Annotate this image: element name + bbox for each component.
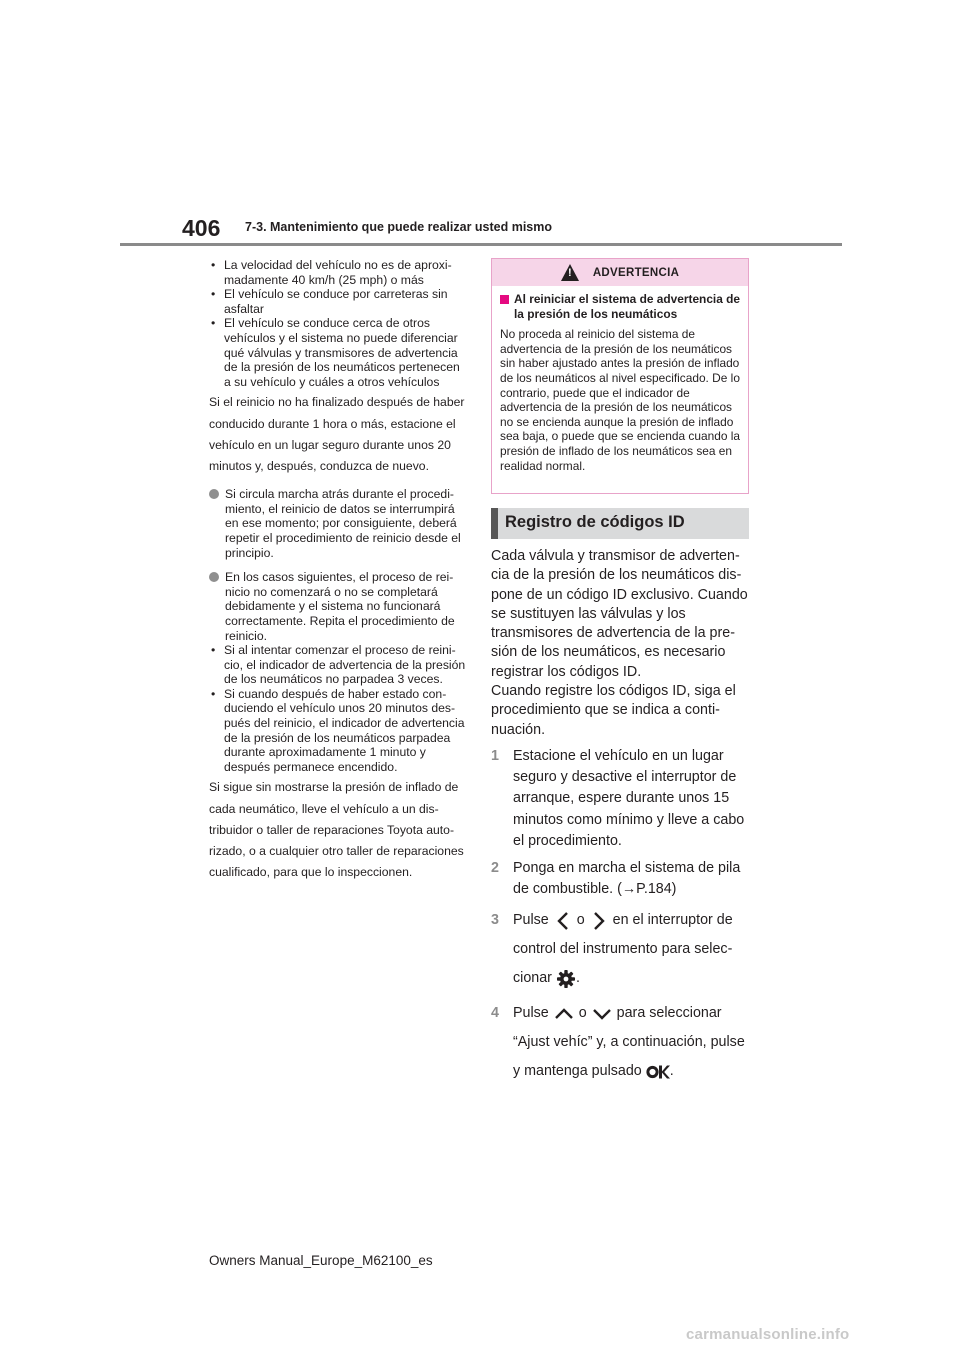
step-number: 3: [491, 912, 499, 929]
watermark: carmanualsonline.info: [686, 1326, 850, 1343]
circle-bullet-icon: [209, 572, 219, 582]
step-post: para seleccionar “Ajust vehíc” y, a continuación, pulse y mantenga pulsado: [513, 1005, 745, 1080]
section-heading: [491, 508, 749, 539]
warning-text: No proceda al reinicio del sistema de advertencia de la presión de los neumáticos sin haber ajustado antes la presión de inflado de los neumáticos al nivel especificado. De lo contrario, puede que el indicador de advertencia de la presión de los neumáticos no se encienda aunque la presión de inflado sea baja, o puede que se encienda cuando la presión de inflado de los neumáticos sea en realidad normal.: [500, 327, 740, 473]
right-column: [491, 547, 753, 1086]
warning-box: [491, 258, 749, 494]
list-item: • El vehículo se conduce por carreteras sin asfaltar: [209, 287, 467, 316]
list-item: • Si al intentar comenzar el proceso de reinicio, el indicador de advertencia de la presión de los neumáticos no parpadea 3 veces.: [209, 643, 467, 687]
heading-accent: [491, 508, 498, 539]
note-block: [209, 570, 467, 643]
section-heading-title: Registro de códigos ID: [505, 513, 685, 531]
note-text: Si circula marcha atrás durante el procedimiento, el reinicio de datos se interrumpirá en ese momento; por consiguiente, deberá repetir el procedimiento de reinicio desde el principio.: [225, 487, 461, 560]
step-post: en el interruptor de control del instrumento para seleccionar: [513, 912, 733, 987]
step-4: [491, 999, 753, 1086]
chevron-up-icon: [553, 1006, 575, 1022]
note-block: [209, 487, 467, 560]
paragraph: Cada válvula y transmisor de advertencia de la presión de los neumáticos dispone de un código ID exclusivo. Cuando se sustituyen las válvulas y los transmisores de advertencia de la presión de los neumáticos, es necesario registrar los códigos ID.: [491, 548, 748, 680]
warning-label: ADVERTENCIA: [592, 266, 680, 279]
paragraph: Si el reinicio no ha finalizado después de haber conducido durante 1 hora o más, estacione el vehículo en un lugar seguro durante unos 20 minutos y, después, conduzca de nuevo.: [209, 395, 465, 473]
paragraph: Cuando registre los códigos ID, siga el procedimiento que se indica a continuación.: [491, 683, 736, 738]
page-number: 406: [182, 215, 221, 241]
footer-manual-name: Owners Manual_Europe_M62100_es: [209, 1253, 433, 1268]
step-text: Ponga en marcha el sistema de pila de combustible. (→P.184): [513, 859, 741, 898]
square-bullet-icon: [500, 295, 509, 304]
warning-subhead-text: Al reiniciar el sistema de advertencia de la presión de los neumáticos: [514, 292, 741, 321]
section-title: 7-3. Mantenimiento que puede realizar usted mismo: [245, 220, 553, 234]
step-number: 1: [491, 747, 499, 764]
warning-body: [492, 286, 748, 473]
left-column: [209, 258, 467, 883]
step-1: [491, 746, 753, 852]
warning-icon: !: [561, 264, 579, 281]
step-pre: Pulse: [513, 912, 549, 929]
step-number: 4: [491, 1005, 499, 1022]
ok-button-icon: [646, 1064, 670, 1080]
list-item: • Si cuando después de haber estado conduciendo el vehículo unos 20 minutos después del reinicio, el indicador de advertencia de la presión de los neumáticos parpadea durante aproximadamente 1 minuto y después permanece encendido.: [209, 687, 467, 775]
step-end: .: [575, 970, 580, 987]
header-rule: [120, 243, 842, 246]
note-text: En los casos siguientes, el proceso de reinicio no comenzará o no se completará debidamente y el sistema no funcionará correctamente. Repita el procedimiento de reinicio.: [225, 570, 455, 643]
chevron-right-icon: [589, 910, 609, 932]
sub-list: [209, 643, 467, 774]
step-text: Estacione el vehículo en un lugar seguro y desactive el interruptor de arranque, espere durante unos 15 minutos como mínimo y lleve a cabo el procedimiento.: [513, 747, 745, 849]
chevron-down-icon: [591, 1006, 613, 1022]
step-pre: Pulse: [513, 1005, 549, 1022]
step-mid: o: [576, 912, 585, 929]
step-end: .: [669, 1063, 674, 1080]
list-item: • La velocidad del vehículo no es de aproximadamente 40 km/h (25 mph) o más: [209, 258, 467, 287]
step-number: 2: [491, 859, 499, 876]
chevron-left-icon: [553, 910, 573, 932]
step-2: [491, 858, 753, 900]
list-item: • El vehículo se conduce cerca de otros vehículos y el sistema no puede diferenciar qué válvulas y transmisores de advertencia de la presión de los neumáticos pertenecen a su vehículo y cuáles a otros vehículos: [209, 316, 467, 389]
gear-icon: [556, 969, 576, 989]
circle-bullet-icon: [209, 489, 219, 499]
warning-header: [492, 259, 748, 286]
step-3: [491, 906, 753, 993]
step-mid: o: [578, 1005, 587, 1022]
warning-subhead: [500, 292, 741, 321]
paragraph: Si sigue sin mostrarse la presión de inflado de cada neumático, lleve el vehículo a un distribuidor o taller de reparaciones Toyota autorizado, o a cualquier otro taller de reparaciones cualificado, para que lo inspeccionen.: [209, 780, 464, 880]
